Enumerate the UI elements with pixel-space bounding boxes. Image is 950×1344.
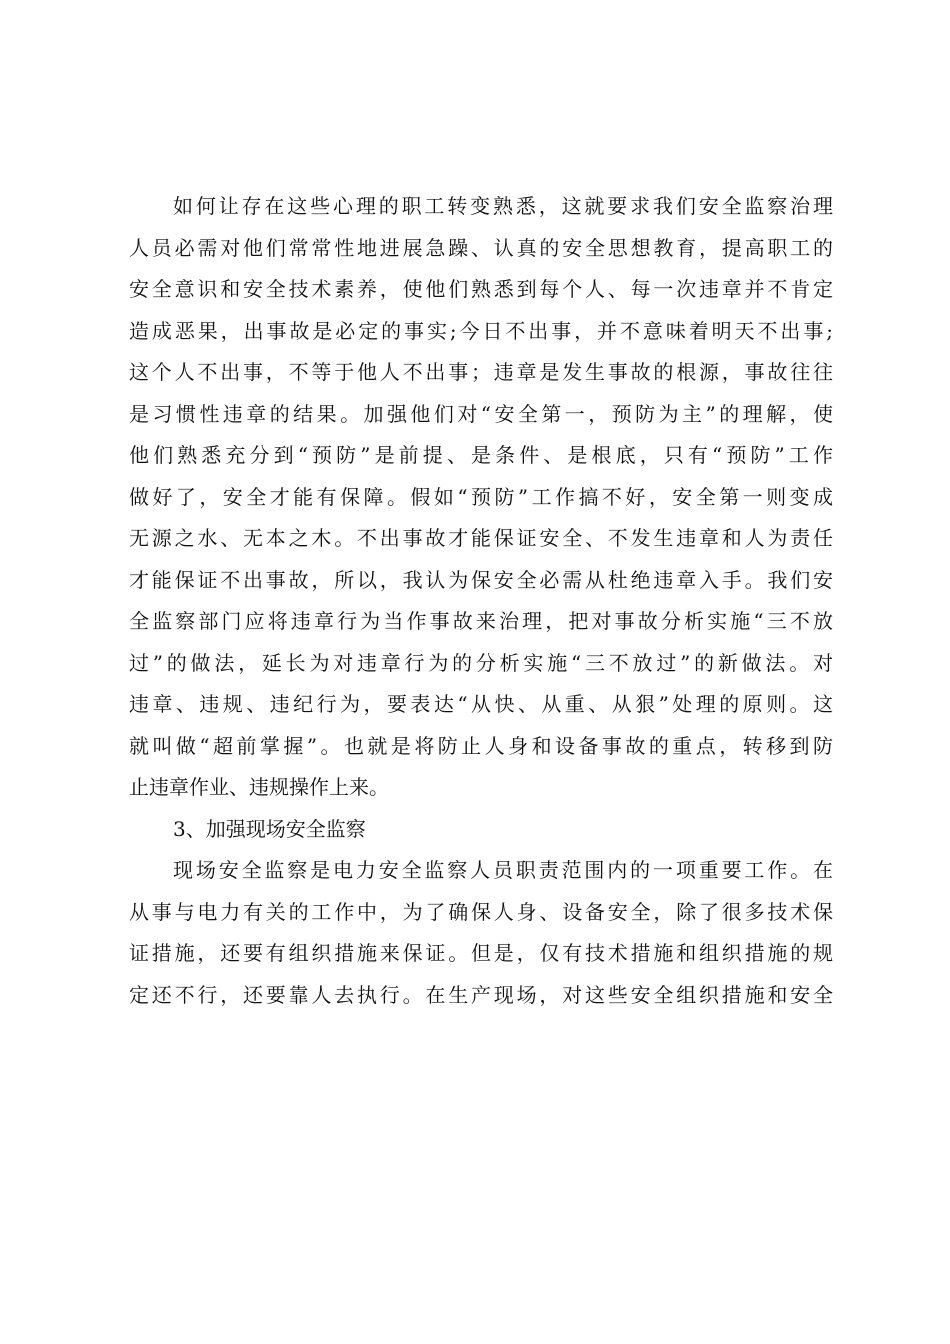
text-line: 造成恶果，出事故是必定的事实;今日不出事，并不意味着明天不出事;	[129, 318, 833, 343]
text-line: 这个人不出事，不等于他人不出事；违章是发生事故的根源，事故往往	[129, 360, 833, 384]
text-line: 是习惯性违章的结果。加强他们对“安全第一，预防为主”的理解，使	[129, 401, 833, 426]
text-line: 证措施，还要有组织措施来保证。但是，仅有技术措施和组织措施的规	[129, 941, 833, 965]
text-line: 违章、违规、违纪行为，要表达“从快、从重、从狠”处理的原则。这	[129, 692, 833, 716]
text-line: 安全意识和安全技术素养，使他们熟悉到每个人、每一次违章并不肯定	[129, 277, 833, 301]
text-line: 人员必需对他们常常性地进展急躁、认真的安全思想教育，提高职工的	[129, 235, 833, 260]
text-line: 如何让存在这些心理的职工转变熟悉，这就要求我们安全监察治理	[173, 194, 833, 218]
text-line: 就叫做“超前掌握”。也就是将防止人身和设备事故的重点，转移到防	[129, 733, 833, 758]
text-line: 现场安全监察是电力安全监察人员职责范围内的一项重要工作。在	[173, 858, 833, 882]
text-line: 他们熟悉充分到“预防”是前提、是条件、是根底，只有“预防”工作	[129, 443, 833, 467]
document-body	[129, 186, 833, 1016]
text-line: 无源之水、无本之木。不出事故才能保证安全、不发生违章和人为责任	[129, 526, 833, 550]
paragraph-2	[129, 850, 833, 1016]
text-line: 从事与电力有关的工作中，为了确保人身、设备安全，除了很多技术保	[129, 899, 833, 924]
text-line: 过”的做法，延长为对违章行为的分析实施“三不放过”的新做法。对	[129, 650, 833, 675]
section-heading: 3、加强现场安全监察	[173, 816, 366, 841]
text-line: 止违章作业、违规操作上来。	[129, 775, 389, 799]
text-line: 全监察部门应将违章行为当作事故来治理，把对事故分析实施“三不放	[129, 609, 833, 633]
text-line: 才能保证不出事故，所以，我认为保安全必需从杜绝违章入手。我们安	[129, 567, 833, 592]
paragraph-1	[129, 186, 833, 809]
text-line: 定还不行，还要靠人去执行。在生产现场，对这些安全组织措施和安全	[129, 982, 833, 1007]
text-line: 做好了，安全才能有保障。假如“预防”工作搞不好，安全第一则变成	[129, 484, 833, 509]
